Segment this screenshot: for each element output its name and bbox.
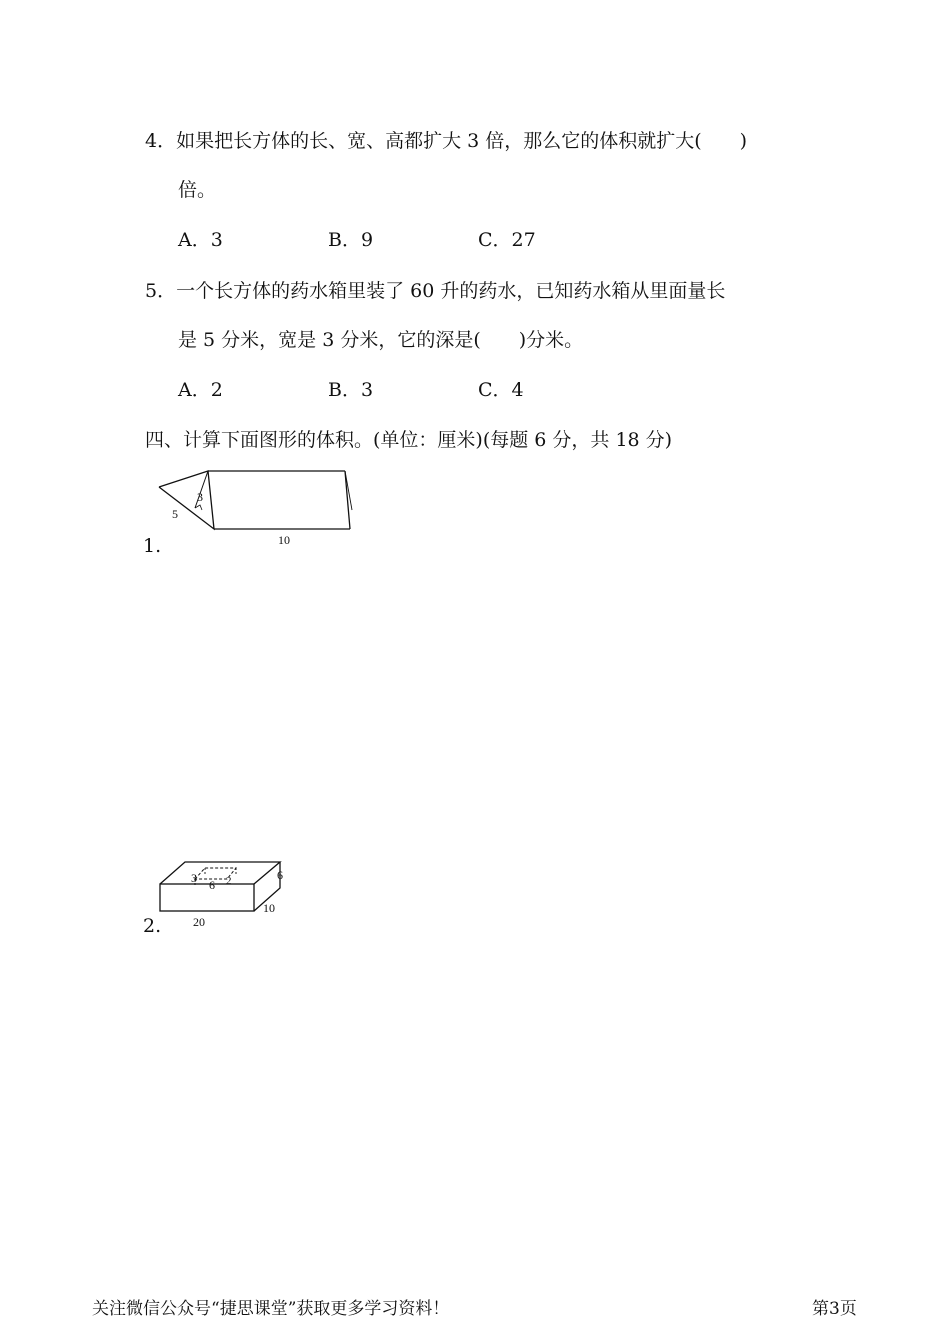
figure2-number: 2. xyxy=(143,915,162,937)
figure1-triangular-prism xyxy=(150,462,360,552)
q4-text-line2: 倍。 xyxy=(178,179,217,201)
q5-option-c: C．4 xyxy=(478,379,524,401)
q5-text-line1: 5．一个长方体的药水箱里装了 60 升的药水，已知药水箱从里面量长 xyxy=(145,280,726,302)
q4-option-b: B．9 xyxy=(328,229,374,251)
q5-option-a: A．2 xyxy=(178,379,223,401)
figure2-label-20: 20 xyxy=(193,915,205,929)
q4-text-line1: 4．如果把长方体的长、宽、高都扩大 3 倍，那么它的体积就扩大( ) xyxy=(145,130,748,152)
figure2-label-hole-6: 6 xyxy=(209,878,215,892)
q5-text-line2: 是 5 分米，宽是 3 分米，它的深是( )分米。 xyxy=(178,329,584,351)
figure1-label-3: 3 xyxy=(197,490,203,504)
q4-option-a: A．3 xyxy=(178,229,223,251)
figure2-label-hole-2: 2 xyxy=(226,875,232,887)
figure2-cuboid-with-hole xyxy=(150,855,300,935)
footer-promo-text: 关注微信公众号“捷思课堂”获取更多学习资料！ xyxy=(92,1299,450,1319)
q5-option-b: B．3 xyxy=(328,379,374,401)
figure2-label-hole-3: 3 xyxy=(191,871,197,885)
q4-option-c: C．27 xyxy=(478,229,536,251)
footer-page-number: 第3页 xyxy=(812,1299,857,1319)
figure1-number: 1. xyxy=(143,535,162,557)
figure2-label-6: 6 xyxy=(277,868,283,882)
figure1-label-5: 5 xyxy=(172,507,178,521)
figure1-label-10: 10 xyxy=(278,533,290,547)
section4-heading: 四、计算下面图形的体积。(单位：厘米)(每题 6 分，共 18 分) xyxy=(145,429,673,451)
figure2-label-10: 10 xyxy=(263,901,275,915)
